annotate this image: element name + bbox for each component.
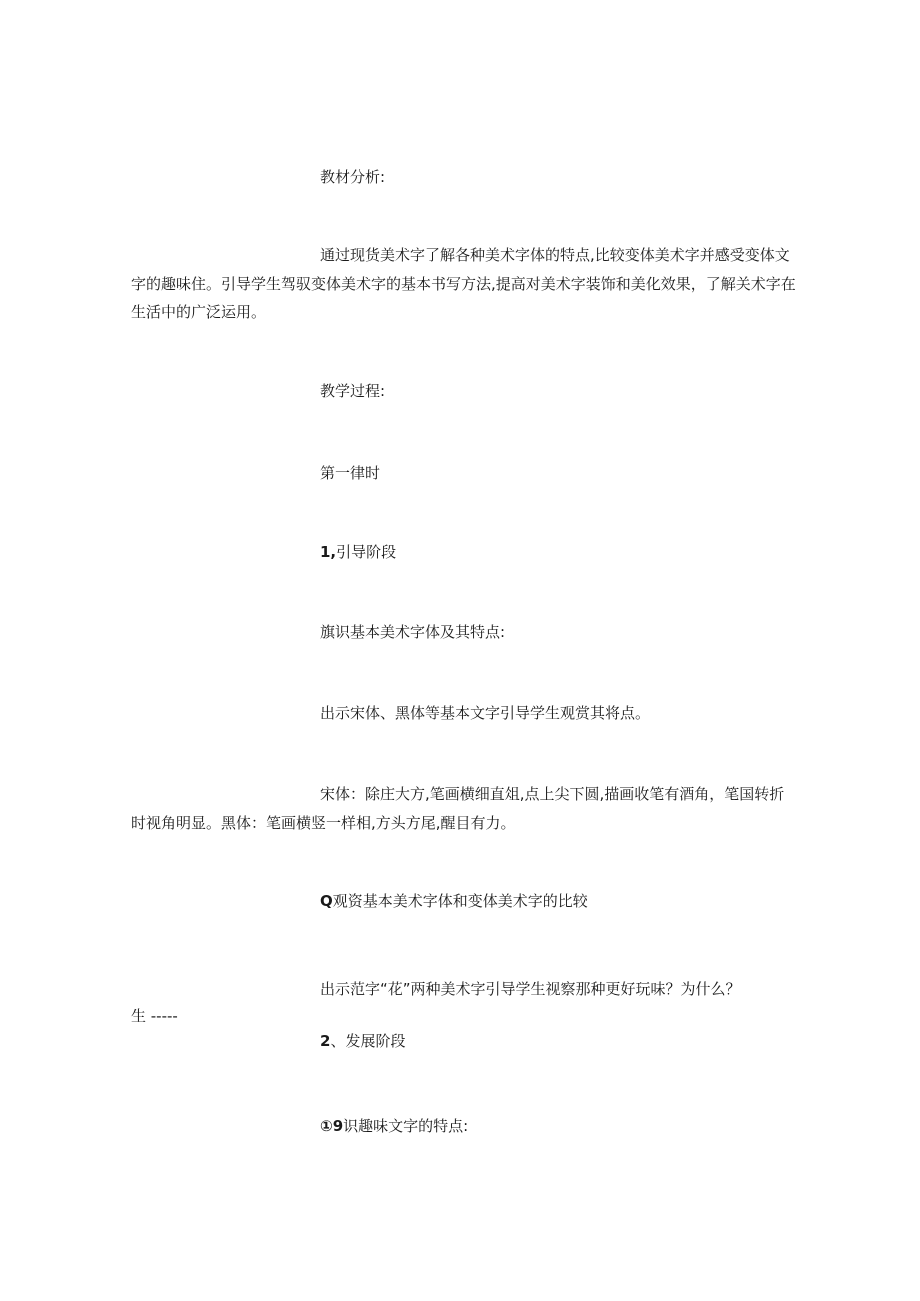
fun-text-label: 识趣味文字的特点: (343, 1117, 469, 1135)
step-2-text: 、发展阶段 (330, 1032, 406, 1050)
example-character-line: 出示范字“花”两种美术字引导学生视察那种更好玩味？为什么？ (320, 980, 741, 998)
heading-textbook-analysis: 教材分析: (320, 168, 386, 186)
student-answer-line: 生 ----- (131, 1007, 178, 1025)
show-fonts-line: 出示宋体、黑体等基本文字引导学生观赏其将点。 (320, 704, 651, 722)
step-1-number: 1, (320, 543, 337, 561)
song-typeface-line-1: 宋体：除庄大方,笔画横细直俎,点上尖下圆,描画收笔有酒角，笔国转折 (320, 785, 785, 803)
identify-fonts-line: 旗识基本美术字体及其特点: (320, 623, 506, 641)
fun-text-marker: ①9 (320, 1117, 344, 1135)
compare-text: 观资基本美术字体和变体美术字的比较 (332, 892, 588, 910)
analysis-paragraph-line-3: 生活中的广泛运用。 (131, 303, 267, 321)
heading-teaching-process: 教学过程: (320, 382, 386, 400)
analysis-paragraph-line-2: 字的趣味住。引导学生驾驭变体美术字的基本书写方法,提高对美术字装饰和美化效果，了解关术字在 (131, 275, 796, 293)
compare-marker: Q (320, 892, 333, 910)
step-1-text: 引导阶段 (336, 543, 397, 561)
step-2-number: 2 (320, 1032, 331, 1050)
fun-text-features-line (320, 1116, 468, 1136)
lesson-title: 第一律时 (320, 464, 381, 482)
song-typeface-line-2: 时视角明显。黑体：笔画横竖一样相,方头方尾,醒目有力。 (131, 814, 516, 832)
analysis-paragraph-line-1: 通过现货美术字了解各种美术字体的特点,比较变体美术字并感受变体文 (320, 246, 790, 264)
compare-fonts-line (320, 891, 588, 911)
step-1-heading (320, 542, 396, 562)
step-2-heading (320, 1031, 405, 1051)
